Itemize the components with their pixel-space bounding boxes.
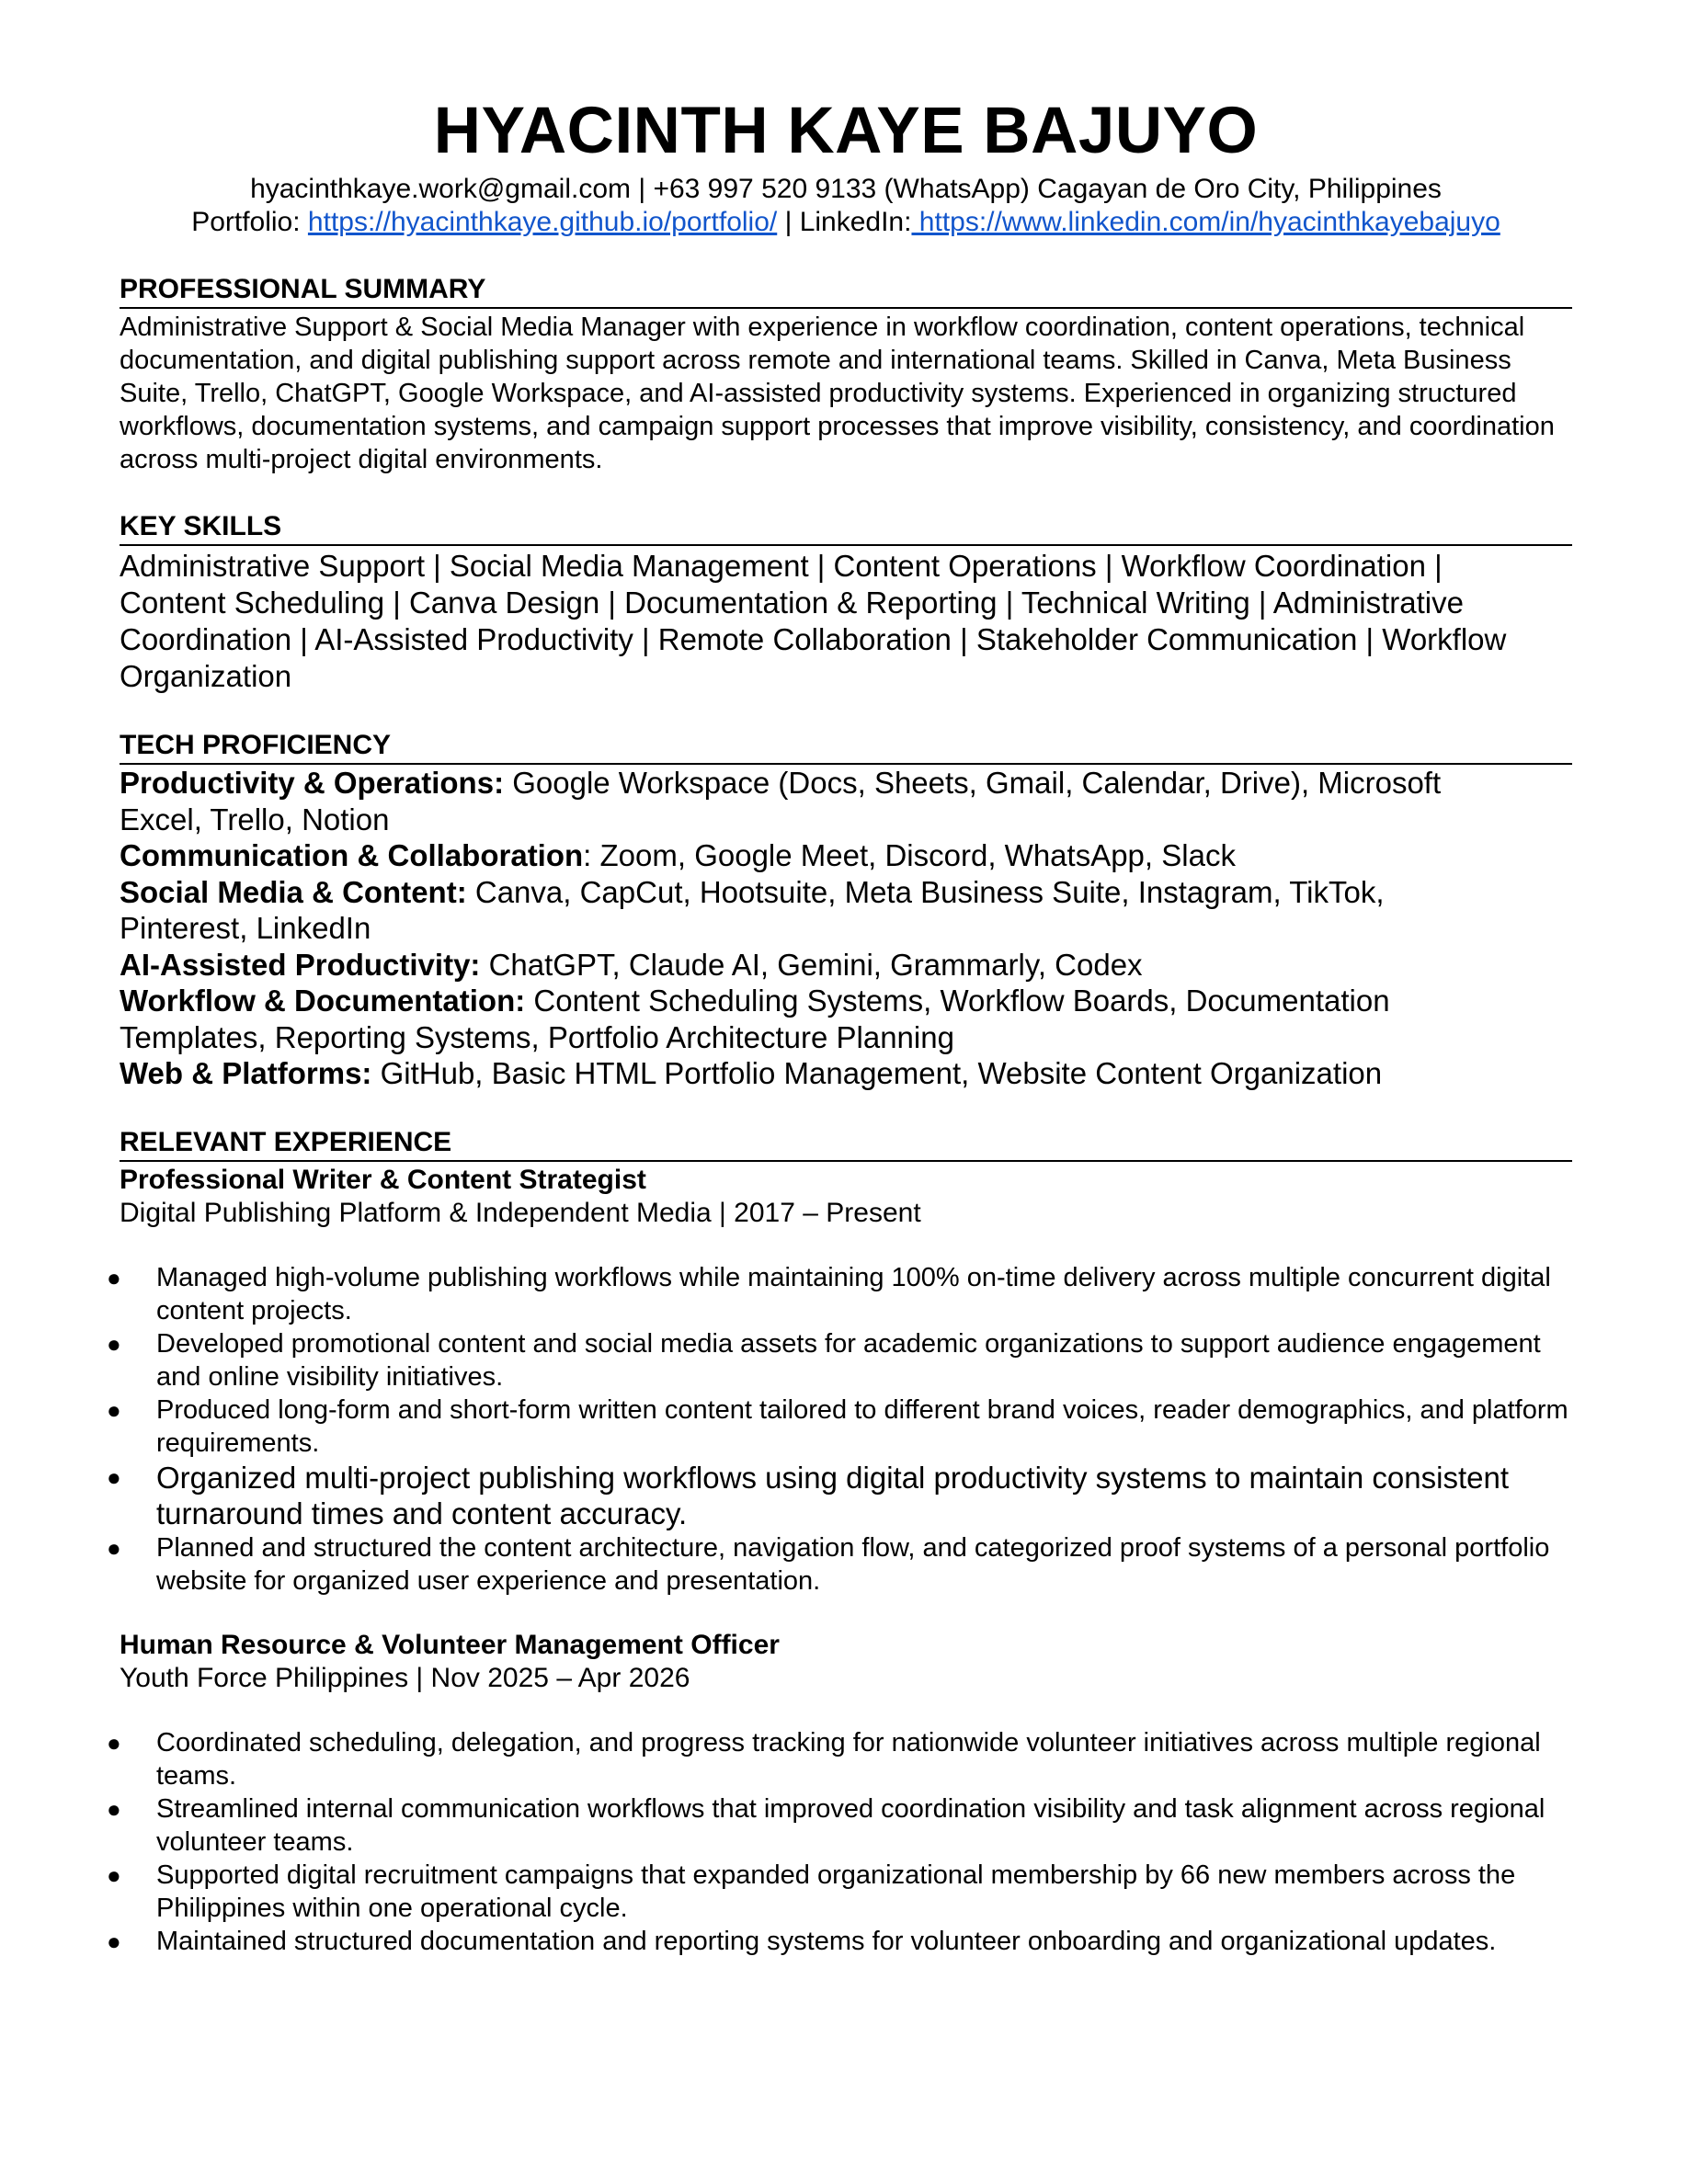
contact-line: hyacinthkaye.work@gmail.com | +63 997 520 9133 (WhatsApp) Cagayan de Oro City, Philippines bbox=[250, 174, 1442, 204]
bullet-item bbox=[107, 1925, 1572, 1958]
tech-label: Communication & Collaboration bbox=[120, 838, 584, 872]
summary-text: Administrative Support & Social Media Manager with experience in workflow coordination, content operations, technical documentation, and digital publishing support across remote and international teams. Skilled in Canva, Meta Business Suite, Trello, ChatGPT, Google Workspace, and AI-assisted productivity systems. Experienced in organizing structured workflows, documentation systems, and campaign support processes that improve visibility, consistency, and coordination across multi-project digital environments. bbox=[120, 313, 1555, 474]
bullet-icon: ● bbox=[107, 1794, 121, 1823]
portfolio-link[interactable]: https://hyacinthkaye.github.io/portfolio/ bbox=[307, 207, 778, 237]
bullet-icon: ● bbox=[107, 1927, 121, 1955]
bullet-item bbox=[107, 1859, 1572, 1925]
job-bullets bbox=[107, 1726, 1572, 1958]
bullet-text: Planned and structured the content architecture, navigation flow, and categorized proof systems of a personal portfolio website for organized user experience and presentation. bbox=[156, 1532, 1550, 1596]
summary-title: PROFESSIONAL SUMMARY bbox=[120, 274, 1572, 309]
tech-item-workflow bbox=[120, 983, 1572, 1055]
tech-item-social-media bbox=[120, 874, 1572, 947]
job-bullets bbox=[107, 1261, 1572, 1598]
job-entry bbox=[107, 1629, 1572, 1958]
bullet-item bbox=[107, 1531, 1572, 1598]
skills-title: KEY SKILLS bbox=[120, 511, 1572, 546]
tech-label: Productivity & Operations: bbox=[120, 766, 505, 800]
job-entry bbox=[107, 1164, 1572, 1598]
bullet-item bbox=[107, 1261, 1572, 1327]
linkedin-link[interactable]: https://www.linkedin.com/in/hyacinthkayebajuyo bbox=[911, 207, 1500, 237]
tech-label: Web & Platforms: bbox=[120, 1056, 372, 1090]
tech-list bbox=[120, 765, 1572, 1092]
tech-section bbox=[120, 730, 1572, 1092]
skills-section bbox=[120, 511, 1572, 695]
job-subtitle: Youth Force Philippines | Nov 2025 – Apr 2026 bbox=[120, 1662, 690, 1693]
experience-section bbox=[107, 1126, 1572, 1958]
bullet-item bbox=[107, 1460, 1572, 1531]
bullet-text: Supported digital recruitment campaigns that expanded organizational membership by 66 new members across the Philippines within one operational cycle. bbox=[156, 1860, 1516, 1923]
bullet-text: Organized multi-project publishing workflows using digital productivity systems to maintain consistent turnaround times and content accuracy. bbox=[156, 1460, 1509, 1530]
summary-section bbox=[120, 274, 1572, 476]
tech-item-productivity bbox=[120, 765, 1572, 837]
tech-label: AI-Assisted Productivity: bbox=[120, 947, 481, 982]
tech-label: Workflow & Documentation: bbox=[120, 984, 526, 1018]
tech-value: : Zoom, Google Meet, Discord, WhatsApp, Slack bbox=[583, 838, 1236, 872]
bullet-item bbox=[107, 1327, 1572, 1393]
bullet-item bbox=[107, 1393, 1572, 1460]
resume-page bbox=[107, 95, 1572, 1958]
bullet-icon: ● bbox=[107, 1462, 121, 1491]
bullet-icon: ● bbox=[107, 1533, 121, 1562]
tech-item-web bbox=[120, 1055, 1572, 1092]
bullet-icon: ● bbox=[107, 1329, 121, 1358]
tech-value: ChatGPT, Claude AI, Gemini, Grammarly, Codex bbox=[480, 947, 1143, 982]
tech-label: Social Media & Content: bbox=[120, 874, 467, 909]
tech-value: Content Scheduling Systems, Workflow Boards, Documentation Templates, Reporting Systems, Portfolio Architecture Planning bbox=[120, 984, 1390, 1054]
bullet-text: Managed high-volume publishing workflows while maintaining 100% on-time delivery across multiple concurrent digital content projects. bbox=[156, 1262, 1551, 1325]
tech-title: TECH PROFICIENCY bbox=[120, 730, 1572, 765]
bullet-item bbox=[107, 1726, 1572, 1792]
tech-value: Canva, CapCut, Hootsuite, Meta Business Suite, Instagram, TikTok, Pinterest, LinkedIn bbox=[120, 874, 1385, 945]
job-title: Human Resource & Volunteer Management Officer bbox=[120, 1629, 780, 1660]
linkedin-label: | LinkedIn: bbox=[777, 207, 912, 237]
portfolio-label: Portfolio: bbox=[191, 207, 308, 237]
bullet-text: Streamlined internal communication workflows that improved coordination visibility and task alignment across regional volunteer teams. bbox=[156, 1793, 1545, 1857]
bullet-text: Maintained structured documentation and reporting systems for volunteer onboarding and organizational updates. bbox=[156, 1926, 1497, 1956]
bullet-icon: ● bbox=[107, 1860, 121, 1889]
tech-value: Google Workspace (Docs, Sheets, Gmail, Calendar, Drive), Microsoft Excel, Trello, Notion bbox=[120, 766, 1442, 836]
bullet-icon: ● bbox=[107, 1395, 121, 1424]
contact-info bbox=[120, 173, 1572, 239]
candidate-name: HYACINTH KAYE BAJUYO bbox=[433, 95, 1259, 167]
bullet-item bbox=[107, 1792, 1572, 1859]
skills-text: Administrative Support | Social Media Management | Content Operations | Workflow Coordination | Content Scheduling | Canva Design | Documentation & Reporting | Technical Writing | Administrative Coordination | AI-Assisted Productivity | Remote Collaboration | Stakeholder Communication | Workflow Organization bbox=[120, 549, 1507, 693]
bullet-text: Produced long-form and short-form written content tailored to different brand voices, reader demographics, and platform requirements. bbox=[156, 1394, 1568, 1458]
bullet-text: Developed promotional content and social media assets for academic organizations to support audience engagement and online visibility initiatives. bbox=[156, 1328, 1541, 1392]
job-subtitle: Digital Publishing Platform & Independent Media | 2017 – Present bbox=[120, 1197, 921, 1228]
tech-item-ai bbox=[120, 947, 1572, 984]
bullet-icon: ● bbox=[107, 1263, 121, 1291]
bullet-icon: ● bbox=[107, 1728, 121, 1757]
bullet-text: Coordinated scheduling, delegation, and progress tracking for nationwide volunteer initiatives across multiple regional teams. bbox=[156, 1727, 1541, 1791]
job-title: Professional Writer & Content Strategist bbox=[120, 1164, 646, 1195]
tech-value: GitHub, Basic HTML Portfolio Management, Website Content Organization bbox=[371, 1056, 1383, 1090]
experience-title: RELEVANT EXPERIENCE bbox=[120, 1127, 1572, 1162]
links-line bbox=[120, 206, 1572, 239]
tech-item-communication bbox=[120, 837, 1572, 874]
